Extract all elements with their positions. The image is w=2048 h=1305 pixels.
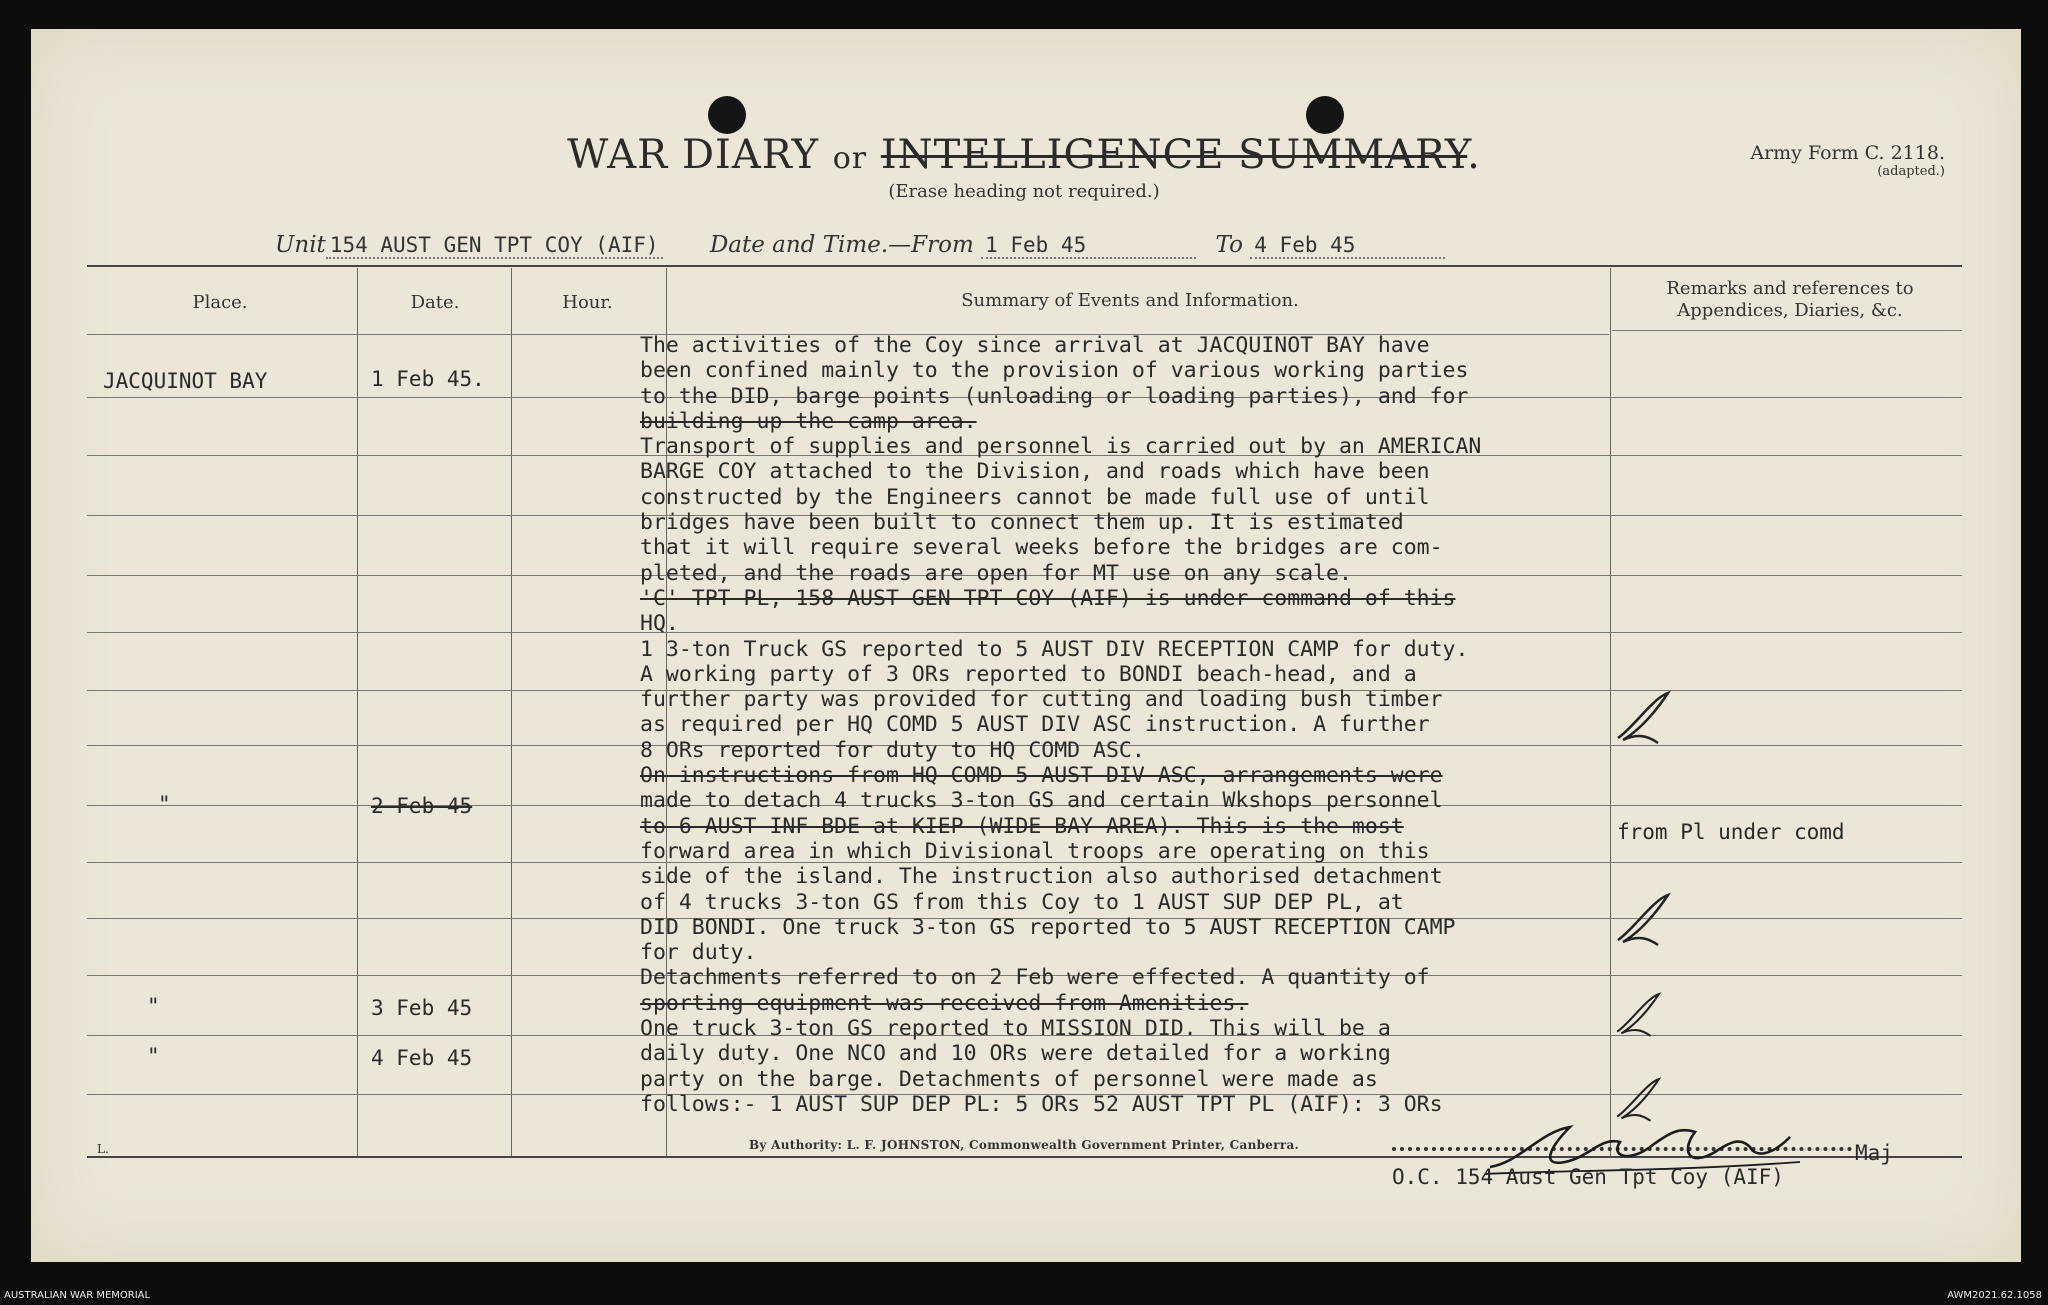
summary-line: building up the camp area. <box>640 408 977 434</box>
officer-title: O.C. 154 Aust Gen Tpt Coy (AIF) <box>1392 1165 1784 1189</box>
summary-of-events <box>640 333 1481 1117</box>
summary-line: made to detach 4 trucks 3-ton GS and certain Wkshops personnel <box>640 788 1443 814</box>
summary-line: daily duty. One NCO and 10 ORs were detailed for a working <box>640 1041 1391 1067</box>
entry-date-1: 1 Feb 45. <box>371 367 485 391</box>
archive-caption-right: AWM2021.62.1058 <box>1947 1290 2042 1301</box>
summary-line: for duty. <box>640 940 757 966</box>
col-header-remarks <box>1630 278 1950 322</box>
summary-line: party on the barge. Detachments of personnel were made as <box>640 1066 1378 1092</box>
punch-hole-left <box>708 96 746 134</box>
entry-date-3: 3 Feb 45 <box>371 996 473 1020</box>
summary-line: that it will require several weeks before the bridges are com- <box>640 535 1443 561</box>
summary-line: constructed by the Engineers cannot be made full use of until <box>640 484 1430 510</box>
initial-mark-1 <box>1608 688 1678 748</box>
title-war-diary: WAR DIARY <box>567 132 819 178</box>
col-header-summary: Summary of Events and Information. <box>961 290 1299 311</box>
form-footer-mark: L. <box>97 1142 109 1156</box>
summary-line: to the DID, barge points (unloading or loading parties), and for <box>640 383 1469 409</box>
punch-hole-right <box>1306 96 1344 134</box>
date-to-value: 4 Feb 45 <box>1250 233 1445 259</box>
initial-mark-2 <box>1608 890 1678 950</box>
title-intelligence-summary-struck: INTELLIGENCE SUMMARY <box>880 132 1468 178</box>
summary-line: of 4 trucks 3-ton GS from this Coy to 1 AUST SUP DEP PL, at <box>640 889 1404 915</box>
summary-line: 'C' TPT PL, 158 AUST GEN TPT COY (AIF) is under command of this <box>640 585 1456 611</box>
title-period: . <box>1467 132 1481 178</box>
entry-place-1: JACQUINOT BAY <box>103 369 268 393</box>
col-divider-date <box>511 268 512 1156</box>
summary-line: to 6 AUST INF BDE at KIEP (WIDE BAY AREA). This is the most <box>640 813 1404 839</box>
table-top-rule <box>87 265 1962 267</box>
col-header-hour: Hour. <box>562 292 613 313</box>
date-from-value: 1 Feb 45 <box>981 233 1196 259</box>
unit-line <box>275 232 1565 258</box>
header-bottom-rule-right <box>1612 330 1962 331</box>
entry-place-2: " <box>158 792 171 816</box>
officer-rank: Maj <box>1855 1141 1893 1165</box>
date-to-label: To <box>1215 232 1243 258</box>
summary-line: been confined mainly to the provision of various working parties <box>640 358 1469 384</box>
title-or: or <box>832 141 868 176</box>
summary-line: as required per HQ COMD 5 AUST DIV ASC instruction. A further <box>640 712 1430 738</box>
entry-date-4: 4 Feb 45 <box>371 1046 473 1070</box>
printer-authority: By Authority: L. F. JOHNSTON, Commonwealth Government Printer, Canberra. <box>748 1138 1300 1152</box>
summary-line: One truck 3-ton GS reported to MISSION DID. This will be a <box>640 1016 1391 1042</box>
summary-line: 8 ORs reported for duty to HQ COMD ASC. <box>640 737 1145 763</box>
col-header-remarks-line1: Remarks and references to <box>1666 278 1914 299</box>
date-from-label: Date and Time.—From <box>709 232 974 258</box>
col-header-place: Place. <box>192 292 248 313</box>
summary-line: Detachments referred to on 2 Feb were effected. A quantity of <box>640 965 1430 991</box>
summary-line: side of the island. The instruction also authorised detachment <box>640 864 1443 890</box>
summary-line: On instructions from HQ COMD 5 AUST DIV ASC, arrangements were <box>640 763 1443 789</box>
summary-line: bridges have been built to connect them up. It is estimated <box>640 510 1404 536</box>
summary-line: The activities of the Coy since arrival at JACQUINOT BAY have <box>640 333 1430 358</box>
summary-line: sporting equipment was received from Amenities. <box>640 990 1249 1016</box>
summary-line: follows:- 1 AUST SUP DEP PL: 5 ORs 52 AUST TPT PL (AIF): 3 ORs <box>640 1091 1443 1117</box>
unit-label: Unit <box>275 232 326 258</box>
entry-place-4: " <box>147 1044 160 1068</box>
summary-line: further party was provided for cutting and loading bush timber <box>640 687 1443 713</box>
initial-mark-3 <box>1608 990 1668 1040</box>
summary-line: DID BONDI. One truck 3-ton GS reported to 5 AUST RECEPTION CAMP <box>640 914 1456 940</box>
entry-place-3: " <box>147 994 160 1018</box>
army-form-number: Army Form C. 2118. <box>1750 142 1945 164</box>
unit-value: 154 AUST GEN TPT COY (AIF) <box>326 233 663 259</box>
erase-note: (Erase heading not required.) <box>888 181 1160 202</box>
summary-line: pleted, and the roads are open for MT use on any scale. <box>640 560 1352 586</box>
col-header-remarks-line2: Appendices, Diaries, &c. <box>1677 300 1903 321</box>
summary-line: forward area in which Divisional troops are operating on this <box>640 838 1430 864</box>
summary-line: 1 3-ton Truck GS reported to 5 AUST DIV RECEPTION CAMP for duty. <box>640 636 1469 662</box>
army-form-label <box>1735 142 1945 179</box>
army-form-adapted: (adapted.) <box>1877 164 1945 179</box>
entry-date-2: 2 Feb 45 <box>371 794 473 818</box>
summary-line: BARGE COY attached to the Division, and roads which have been <box>640 459 1430 485</box>
col-divider-place <box>357 268 358 1156</box>
summary-line: HQ. <box>640 611 679 637</box>
summary-line: Transport of supplies and personnel is carried out by an AMERICAN <box>640 434 1482 460</box>
summary-line: A working party of 3 ORs reported to BONDI beach-head, and a <box>640 661 1417 687</box>
archive-caption-left: AUSTRALIAN WAR MEMORIAL <box>4 1290 151 1301</box>
remark-from-pl: from Pl under comd <box>1617 820 1845 844</box>
col-header-date: Date. <box>410 292 460 313</box>
